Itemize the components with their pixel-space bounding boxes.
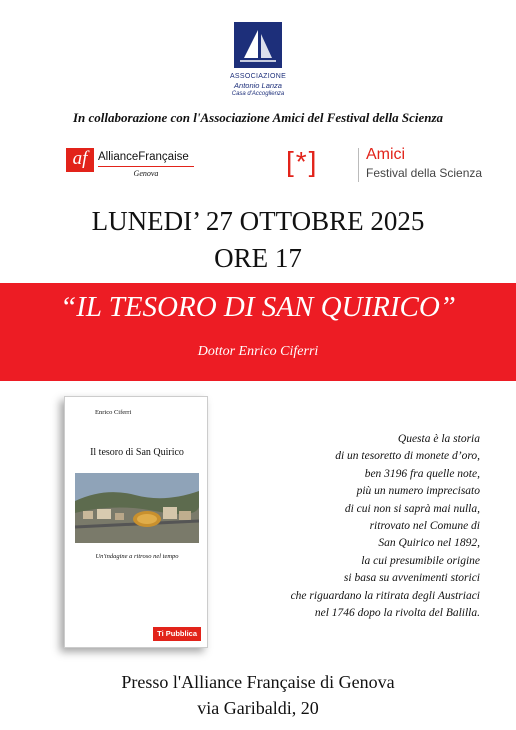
book-cover-photo bbox=[75, 473, 199, 543]
af-divider bbox=[98, 166, 194, 167]
logo-line-2: Antonio Lanza bbox=[234, 81, 282, 90]
associazione-logo bbox=[227, 22, 289, 104]
description-line: ritrovato nel Comune di bbox=[369, 520, 480, 533]
description-line: ben 3196 fra quelle note, bbox=[364, 467, 480, 480]
amici-name: Amici bbox=[366, 146, 406, 163]
description-line: la cui presumibile origine bbox=[361, 554, 480, 567]
book-description bbox=[230, 431, 480, 622]
description-line: più un numero imprecisato bbox=[356, 485, 480, 498]
amici-festival-logo bbox=[284, 146, 484, 186]
address: via Garibaldi, 20 bbox=[197, 698, 319, 718]
event-date: LUNEDI’ 27 OTTOBRE 2025 bbox=[91, 206, 425, 236]
book-author: Enrico Ciferri bbox=[95, 409, 132, 416]
collaboration-line: In collaborazione con l'Associazione Amici del Festival della Scienza bbox=[72, 110, 444, 125]
book-page bbox=[64, 396, 208, 648]
sailboat-icon bbox=[234, 22, 282, 68]
event-time: ORE 17 bbox=[214, 243, 302, 273]
book-subtitle: Un'indagine a ritroso nel tempo bbox=[95, 553, 179, 560]
description-line: nel 1746 dopo la rivolta del Balilla. bbox=[314, 607, 480, 620]
description-line: che riguardano la ritirata degli Austriaci bbox=[290, 589, 480, 602]
af-city: Genova bbox=[133, 169, 159, 178]
description-line: di un tesoretto di monete d’oro, bbox=[335, 450, 480, 463]
description-line: San Quirico nel 1892, bbox=[378, 537, 480, 550]
publisher-badge: Ti Pubblica bbox=[153, 627, 201, 641]
event-author: Dottor Enrico Ciferri bbox=[197, 344, 319, 359]
logo-line-1: ASSOCIAZIONE bbox=[229, 73, 287, 80]
venue: Presso l'Alliance Française di Genova bbox=[121, 672, 395, 692]
event-title: “IL TESORO DI SAN QUIRICO” bbox=[60, 291, 456, 323]
af-name: AllianceFrançaise bbox=[98, 151, 189, 163]
alliance-francaise-logo bbox=[66, 148, 196, 186]
book-cover bbox=[42, 386, 212, 652]
logo-divider bbox=[358, 148, 359, 182]
book-title: Il tesoro di San Quirico bbox=[90, 447, 184, 458]
bracket-star-icon: [*] bbox=[286, 146, 319, 177]
description-line: Questa è la storia bbox=[397, 433, 480, 445]
description-line: di cui non si saprà mai nulla, bbox=[344, 502, 480, 515]
af-mark: af bbox=[66, 148, 94, 172]
amici-subtitle: Festival della Scienza bbox=[366, 166, 483, 180]
logo-line-3: Casa d'Accoglienza bbox=[231, 91, 285, 97]
description-line: si basa su avvenimenti storici bbox=[343, 572, 480, 585]
